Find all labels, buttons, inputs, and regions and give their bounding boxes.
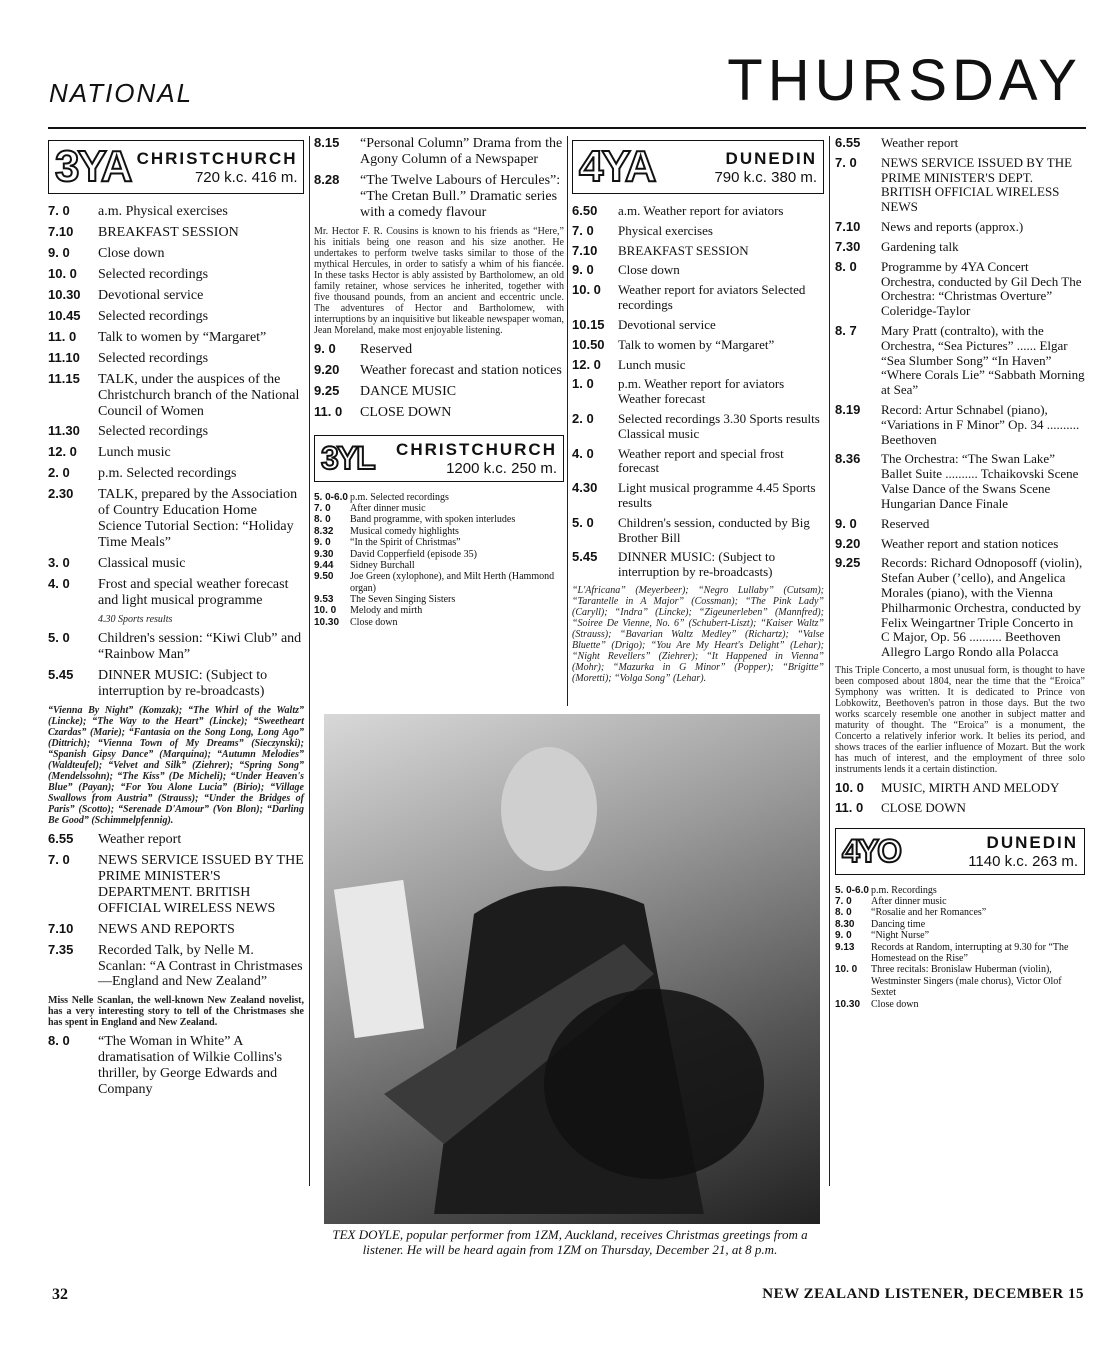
schedule-time: 5. 0-6.0 [835,884,869,896]
schedule-text: NEWS AND REPORTS [98,921,235,937]
station-logo: 4YO [842,833,901,870]
schedule-text: DINNER MUSIC: (Subject to interruption by re-broadcasts) [98,667,268,699]
station-city: DUNEDIN [986,832,1078,852]
sports-results: 4.30 Sports results [98,614,173,626]
photo-caption: TEX DOYLE, popular performer from 1ZM, Auckland, receives Christmas greetings from a listener. He will be heard again from 1ZM on Thursday, December 21, at 8 p.m. [332,1227,808,1257]
schedule-text: a.m. Weather report for aviators [618,203,784,218]
schedule-item [314,503,564,514]
schedule-item [48,466,304,482]
schedule-text: “Rosalie and her Romances” [871,907,987,919]
schedule-time: 1. 0 [572,376,594,392]
schedule-text: Lunch music [618,356,686,372]
schedule-list [314,492,564,629]
schedule-item [48,225,304,241]
schedule-item [835,556,1085,660]
schedule-item [835,919,1085,930]
schedule-item [48,922,304,938]
schedule-time: 6.55 [48,830,74,846]
station-frequency: 790 k.c. 380 m. [714,168,817,186]
schedule-time: 9.50 [314,571,334,583]
schedule-text: Light musical programme 4.45 Sports results [618,480,816,510]
schedule-time: 10. 0 [314,605,337,617]
schedule-item [48,487,304,551]
schedule-item [572,516,824,546]
schedule-item [572,481,824,511]
schedule-item [48,351,304,367]
station-city: CHRISTCHURCH [396,439,557,459]
schedule-item [572,244,824,259]
schedule-time: 9. 0 [572,262,594,278]
schedule-time: 12. 0 [48,444,77,460]
schedule-text: Weather report [881,135,959,150]
schedule-time: 10.50 [572,336,605,352]
station-frequency: 1200 k.c. 250 m. [446,459,557,477]
schedule-text: Devotional service [618,316,716,332]
schedule-text: Reserved [881,515,930,531]
schedule-time: 6.55 [835,135,861,150]
schedule-text: The Seven Singing Sisters [350,594,456,606]
schedule-item [572,550,824,580]
schedule-list [48,832,304,991]
schedule-time: 4.30 [572,480,598,496]
schedule-time: 10. 0 [572,282,601,298]
schedule-time: 7.35 [48,941,74,957]
schedule-item [48,668,304,700]
station-frequency: 720 k.c. 416 m. [194,168,298,186]
schedule-time: 10.30 [314,616,340,628]
schedule-item [572,412,824,442]
schedule-item [835,240,1085,255]
schedule-time: 11.30 [48,423,80,439]
concerto-note: This Triple Concerto, a most unusual form, is thought to have been composed about 1804, near the time that the “Eroica” Symphony was written. It is dedicated to Prince von Lobkowitz, Beethoven's patron in those days. But the two works scarcely resemble one another in subject matter and maturity of thought. The “Eroica” is a monument, the Concerto a relatively inferior work. It belies its period, and shows traces of the earlier influence of Mozart. But the work has much of interest, and the employment of three solo instruments lends it a certain distinction. [835,665,1085,775]
schedule-text: Children's session, conducted by Big Brother Bill [618,514,810,545]
station-city: CHRISTCHURCH [136,148,298,168]
schedule-time: 7. 0 [835,154,857,170]
schedule-item [835,156,1085,215]
schedule-item [835,930,1085,941]
schedule-text: Children's session: “Kiwi Club” and “Rainbow Man” [98,631,302,662]
schedule-text: Sidney Burchall [350,559,415,571]
column-divider [829,136,830,1186]
schedule-time: 8. 0 [835,907,852,919]
schedule-time: 2.30 [48,486,74,502]
station-logo: 3YA [55,142,131,191]
schedule-item [314,526,564,537]
schedule-time: 8.19 [835,402,861,417]
column-4ya [572,136,824,690]
schedule-text: Band programme, with spoken interludes [350,514,516,526]
schedule-time: 8.28 [314,171,340,187]
schedule-item [835,907,1085,918]
schedule-list [835,781,1085,816]
schedule-item [572,338,824,353]
performer-silhouette [324,714,820,1224]
station-logo: 3YL [321,440,374,477]
schedule-text: Talk to women by “Margaret” [618,336,775,352]
schedule-item [48,853,304,917]
station-logo: 4YA [579,142,655,191]
schedule-text: Recorded Talk, by Nelle M. Scanlan: “A Contrast in Christmases —England and New Zealand” [98,942,303,990]
schedule-time: 2. 0 [48,465,70,481]
section-label: NATIONAL [49,78,194,108]
schedule-text: “Night Nurse” [871,930,930,942]
schedule-time: 9.25 [835,555,861,571]
schedule-text: CLOSE DOWN [881,799,966,815]
schedule-item [835,801,1085,816]
schedule-time: 11. 0 [314,403,343,419]
schedule-text: Dancing time [871,918,926,930]
schedule-item [572,377,824,407]
schedule-item [48,556,304,572]
schedule-time: 9. 0 [314,537,331,549]
column-3ya-evening [314,136,564,628]
schedule-text: BREAKFAST SESSION [618,242,749,258]
schedule-time: 9.13 [835,941,855,953]
schedule-list [314,342,564,421]
dinner-music-note: “Vienna By Night” (Komzak); “The Whirl of the Waltz” (Lincke); “The Way to the Heart” (Lincke); “Sweetheart Czardas” (Marie); “Fantasia on the Song Long, Long Ago” (Dittrich); “Vienna Town of My Dreams” (Sieczynski); “Spanish Gipsy Dance” (Marquina); “Autumn Melodies” (Waldteufel); “Velvet and Silk” (Ziehrer); “Spring Song” (Mendelssohn); “The Kiss” (De Micheli); “Under Heaven's Blue” (Payan); “For You Alone Lucia” (Birio); “Village Swallows from Austria” (Strauss); “Under the Bridges of Paris” (Scotto); “Serenade D'Amour” (Von Blon); “Darling Be Good” (Schimmelpfennig). [48,704,304,826]
tex-doyle-photo [324,714,820,1224]
schedule-time: 7.10 [835,219,861,235]
schedule-text: Programme by 4YA Concert Orchestra, conducted by Gil Dech The Orchestra: “Christmas Overture” Coleridge-Taylor [881,258,1082,319]
day-heading: THURSDAY [727,48,1082,113]
schedule-time: 9. 0 [314,340,336,356]
schedule-time: 11.10 [48,349,80,365]
schedule-time: 11.15 [48,370,80,386]
schedule-time: 8.15 [314,135,340,150]
schedule-time: 5.45 [572,549,598,565]
schedule-item [314,549,564,560]
schedule-item [314,617,564,628]
schedule-item [48,246,304,262]
schedule-item [48,267,304,283]
column-divider [309,136,310,1186]
schedule-item [48,445,304,461]
schedule-text: Weather forecast and station notices [360,362,562,378]
schedule-time: 7. 0 [835,896,852,908]
schedule-item [572,447,824,477]
schedule-time: 7.10 [48,920,74,936]
schedule-time: 9. 0 [835,515,857,531]
schedule-text: Records at Random, interrupting at 9.30 for “The Homestead on the Rise” [871,941,1069,964]
schedule-time: 2. 0 [572,410,594,426]
schedule-item [48,577,304,609]
schedule-time: 5. 0 [48,630,70,646]
schedule-text: “Personal Column” Drama from the Agony Column of a Newspaper [360,136,563,167]
schedule-text: Close down [350,616,398,628]
schedule-item [835,885,1085,896]
schedule-text: Devotional service [98,287,204,303]
schedule-time: 5. 0-6.0 [314,491,348,503]
schedule-item [572,318,824,333]
schedule-item [314,560,564,571]
schedule-item [48,943,304,991]
schedule-time: 10. 0 [48,265,77,281]
schedule-text: News and reports (approx.) [881,219,1024,235]
schedule-time: 8.36 [835,451,861,467]
schedule-time: 8. 0 [835,258,857,274]
header-rule [48,127,1086,129]
schedule-time: 10. 0 [835,780,864,795]
schedule-item [314,492,564,503]
schedule-text: Joe Green (xylophone), and Milt Herth (Hammond organ) [350,571,555,594]
schedule-time: 9.20 [314,361,340,377]
schedule-text: p.m. Selected recordings [350,491,449,503]
schedule-list [572,204,824,580]
schedule-text: Records: Richard Odnoposoff (violin), Stefan Auber (’cello), and Angelica Morales (piano), with the Vienna Philharmonic Orchestra, conducted by Felix Weingartner Triple Concerto in C Major, Op. 56 .......... Beethoven Allegro Largo Rondo alla Polacca [881,555,1083,660]
schedule-text: Weather report [98,831,182,847]
schedule-item [572,204,824,219]
schedule-item [835,781,1085,796]
schedule-text: Musical comedy highlights [350,525,459,537]
schedule-time: 9.44 [314,559,334,571]
schedule-time: 6.50 [572,203,598,218]
schedule-time: 9. 0 [48,244,70,260]
schedule-list [48,631,304,700]
schedule-time: 8.30 [835,918,855,930]
schedule-text: p.m. Recordings [871,884,937,896]
schedule-text: Weather report and station notices [881,535,1059,551]
schedule-item [48,832,304,848]
schedule-text: Selected recordings [98,350,209,366]
schedule-item [572,224,824,239]
schedule-item [48,1034,304,1098]
schedule-text: TALK, under the auspices of the Christchurch branch of the National Council of Women [98,371,300,419]
schedule-time: 10.30 [835,998,861,1010]
schedule-time: 9.20 [835,535,861,551]
station-city: DUNEDIN [725,148,817,168]
schedule-item [835,896,1085,907]
schedule-time: 12. 0 [572,356,601,372]
schedule-text: Talk to women by “Margaret” [98,329,267,345]
page-number: 32 [52,1286,68,1303]
schedule-text: p.m. Selected recordings [98,466,237,482]
schedule-item [314,571,564,594]
schedule-item [314,405,564,421]
schedule-time: 8.32 [314,525,334,537]
schedule-text: Close down [98,245,165,261]
schedule-time: 8. 7 [835,322,857,338]
schedule-item [314,594,564,605]
schedule-text: “The Woman in White” A dramatisation of Wilkie Collins's thriller, by George Edwards and Company [98,1034,283,1098]
schedule-time: 3. 0 [48,555,70,571]
schedule-item [48,330,304,346]
schedule-item [835,964,1085,998]
schedule-text: NEWS SERVICE ISSUED BY THE PRIME MINISTER'S DEPT. BRITISH OFFICIAL WIRELESS NEWS [881,154,1073,215]
schedule-item [48,204,304,220]
schedule-item [572,263,824,278]
schedule-text: CLOSE DOWN [360,404,452,420]
schedule-time: 11. 0 [835,799,864,815]
schedule-item [314,605,564,616]
schedule-item [48,309,304,325]
schedule-text: DANCE MUSIC [360,383,457,399]
schedule-item [48,424,304,440]
schedule-time: 7.10 [572,242,598,258]
dinner-music-note: “L'Africana” (Meyerbeer); “Negro Lullaby” (Cutsam); “Tarantelle in A Major” (Cossman); “The Pink Lady” (Caryll); “Indra” (Lincke); “Zigeunerleben” (Mannfred); “Soiree De Vienne, No. 6” (Schubert-Liszt); “Kaiser Waltz” (Strauss); “Bavarian Waltz Medley” (Richartz); “Valse Bluette” (Drigo); “You Are My Heart's Delight” (Lehar); “Night Revellers” (Ziehrer); “It Happened in Vienna” (Mohr); “Mazurka in G Minor” (Popper); “Brigitte” (Moretti); “Volga Song” (Lehar). [572,585,824,685]
station-box-3yl [314,435,564,482]
schedule-text: Selected recordings [98,308,209,324]
publication-line: NEW ZEALAND LISTENER, DECEMBER 15 [762,1286,1084,1302]
schedule-time: 7. 0 [572,222,594,238]
schedule-item [835,260,1085,319]
schedule-text: MUSIC, MIRTH AND MELODY [881,780,1060,795]
schedule-item [572,283,824,313]
schedule-item [314,136,564,168]
schedule-text: DINNER MUSIC: (Subject to interruption by re-broadcasts) [618,549,776,580]
schedule-text: After dinner music [871,896,947,908]
schedule-time: 5.45 [48,666,74,682]
schedule-item [314,173,564,221]
station-box-4ya [572,140,824,194]
schedule-item [835,537,1085,552]
schedule-time: 8. 0 [48,1033,70,1049]
schedule-text: “The Twelve Labours of Hercules”: “The Cretan Bull.” Dramatic series with a comedy flavour [360,172,561,220]
schedule-text: Selected recordings [98,266,209,282]
schedule-text: David Copperfield (episode 35) [350,548,477,560]
schedule-text: Physical exercises [618,222,713,238]
schedule-item [314,384,564,400]
schedule-item [835,452,1085,511]
schedule-item [835,942,1085,965]
schedule-text: Reserved [360,341,413,357]
schedule-time: 10.30 [48,286,81,302]
schedule-list [835,136,1085,660]
station-box-4yo [835,828,1085,875]
schedule-text: Record: Artur Schnabel (piano), “Variations in F Minor” Op. 34 .......... Beethoven [881,402,1080,447]
schedule-text: Mary Pratt (contralto), with the Orchestra, “Sea Pictures” ...... Elgar “Sea Slumber Song” “In Haven” “Where Corals Lie” “Sabbath Morning at Sea” [881,322,1085,398]
schedule-text: Close down [871,998,919,1010]
schedule-text: Three recitals: Bronislaw Huberman (violin), Westminster Singers (male chorus), Victor Olof Sextet [871,964,1062,999]
schedule-text: Selected recordings [98,424,209,440]
schedule-text: Selected recordings 3.30 Sports results Classical music [618,410,820,441]
schedule-list [48,1034,304,1098]
schedule-time: 7. 0 [48,203,70,218]
schedule-text: “In the Spirit of Christmas” [350,537,461,549]
schedule-item [314,363,564,379]
schedule-list [314,136,564,221]
hercules-note: Mr. Hector F. R. Cousins is known to his friends as “Here,” his initials being one reason and his size another. He undertakes to perform twelve tasks similar to those of the mythical Hercules, in order to satisfy a whim of his fiancée. In these tasks Hector is ably assisted by Bartholomew, an old family retainer, whose services he inherited, together with five thousand pounds, from an ancient and eccentric uncle. The adventures of Hector and Bartholomew, with interruptions by an inquisitive but likeable newspaper woman, Jean Moreland, make most enjoyable listening. [314,225,564,336]
schedule-time: 9.25 [314,382,340,398]
schedule-item [314,342,564,358]
schedule-time: 7. 0 [48,851,70,867]
schedule-time: 9.30 [314,548,334,560]
schedule-text: Classical music [98,556,186,572]
schedule-text: TALK, prepared by the Association of Country Education Home Science Tutorial Section: “Holiday Time Meals” [98,487,298,551]
schedule-text: Melody and mirth [350,605,423,617]
schedule-item [48,288,304,304]
schedule-text: The Orchestra: “The Swan Lake” Ballet Suite .......... Tchaikovski Scene Valse Dance of the Swans Scene Hungarian Dance Finale [881,451,1079,511]
schedule-item [48,372,304,420]
schedule-time: 9.53 [314,594,334,606]
column-3ya [48,136,304,1103]
schedule-text: NEWS SERVICE ISSUED BY THE PRIME MINISTER'S DEPARTMENT. BRITISH OFFICIAL WIRELESS NEWS [98,852,304,916]
schedule-item [48,631,304,663]
column-4ya-evening [835,136,1085,1010]
schedule-list [48,204,304,609]
schedule-item [835,403,1085,447]
schedule-item [314,537,564,548]
schedule-text: BREAKFAST SESSION [98,224,239,240]
schedule-text: Weather report and special frost forecast [618,445,784,476]
schedule-time: 5. 0 [572,514,594,530]
schedule-time: 10.45 [48,307,81,323]
schedule-text: p.m. Weather report for aviators Weather forecast [618,376,785,407]
station-box-3ya [48,140,304,194]
schedule-text: After dinner music [350,502,426,514]
schedule-item [835,220,1085,235]
schedule-time: 4. 0 [572,445,594,461]
schedule-time: 10.15 [572,316,605,332]
schedule-item [572,358,824,373]
schedule-item [835,999,1085,1010]
schedule-time: 11. 0 [48,328,77,344]
column-divider [567,136,568,706]
schedule-list [835,885,1085,1010]
schedule-text: Close down [618,262,680,278]
station-frequency: 1140 k.c. 263 m. [968,852,1078,870]
schedule-text: Gardening talk [881,238,959,254]
schedule-time: 4. 0 [48,576,70,592]
schedule-time: 7. 0 [314,502,331,514]
schedule-time: 10. 0 [835,964,858,976]
schedule-time: 7.10 [48,223,74,239]
scanlan-note: Miss Nelle Scanlan, the well-known New Zealand novelist, has a very interesting story to tell of the Christmases she has spent in England and New Zealand. [48,995,304,1029]
schedule-time: 8. 0 [314,514,331,526]
schedule-text: Frost and special weather forecast and light musical programme [98,577,289,609]
schedule-text: a.m. Physical exercises [98,204,228,219]
schedule-text: Lunch music [98,445,171,461]
schedule-item [835,517,1085,532]
schedule-time: 7.30 [835,238,861,254]
schedule-text: Weather report for aviators Selected recordings [618,282,806,313]
schedule-item [835,324,1085,398]
schedule-time: 9. 0 [835,930,852,942]
schedule-item [314,514,564,525]
schedule-item [835,136,1085,151]
